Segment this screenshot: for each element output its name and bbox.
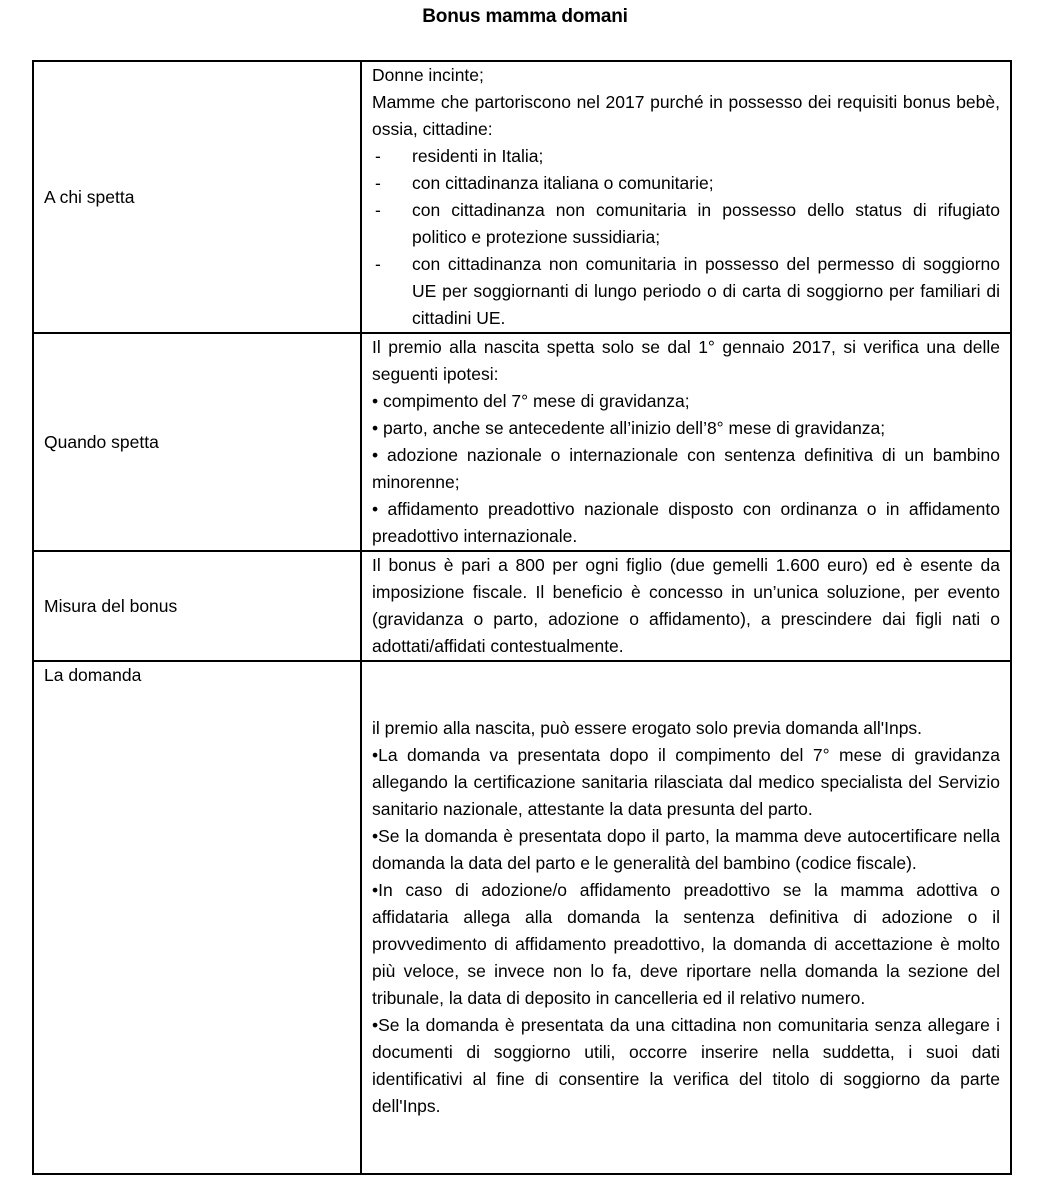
paragraph: Donne incinte;	[372, 65, 484, 85]
paragraph: • compimento del 7° mese di gravidanza;	[372, 391, 690, 411]
table-row-quando-spetta	[33, 333, 1011, 551]
paragraph: Il premio alla nascita spetta solo se dal 1° gennaio 2017, si verifica una delle seguenti ipotesi:	[372, 337, 1000, 384]
row-content	[361, 333, 1011, 551]
row-content	[361, 661, 1011, 1174]
table-row-la-domanda	[33, 661, 1011, 1174]
paragraph: •Se la domanda è presentata dopo il parto, la mamma deve autocertificare nella domanda la data del parto e le generalità del bambino (codice fiscale).	[372, 826, 1000, 873]
paragraph: il premio alla nascita, può essere erogato solo previa domanda all'Inps.	[372, 718, 923, 738]
paragraph: • adozione nazionale o internazionale con sentenza definitiva di un bambino minorenne;	[372, 445, 1000, 492]
document-title: Bonus mamma domani	[422, 6, 628, 27]
paragraph: •La domanda va presentata dopo il compimento del 7° mese di gravidanza allegando la certificazione sanitaria rilasciata dal medico specialista del Servizio sanitario nazionale, attestante la data presunta del parto.	[372, 745, 1000, 819]
row-label: A chi spetta	[33, 61, 361, 333]
dash-bullet-icon: -	[375, 200, 381, 220]
paragraph: Il bonus è pari a 800 per ogni figlio (due gemelli 1.600 euro) ed è esente da imposizione fiscale. Il beneficio è concesso in un’unica soluzione, per evento (gravidanza o parto, adozione o affidamento), a prescindere dai figli nati o adottati/affidati contestualmente.	[372, 555, 1000, 656]
row-label: Misura del bonus	[33, 551, 361, 661]
list-item: - con cittadinanza italiana o comunitarie;	[372, 170, 1000, 197]
table-row-misura-del-bonus	[33, 551, 1011, 661]
list-item: - con cittadinanza non comunitaria in possesso dello status di rifugiato politico e protezione sussidiaria;	[372, 197, 1000, 251]
table-row-a-chi-spetta	[33, 61, 1011, 333]
dash-bullet-icon: -	[375, 146, 381, 166]
paragraph: Mamme che partoriscono nel 2017 purché in possesso dei requisiti bonus bebè, ossia, cittadine:	[372, 92, 1000, 139]
paragraph: • affidamento preadottivo nazionale disposto con ordinanza o in affidamento preadottivo internazionale.	[372, 499, 1000, 546]
paragraph: • parto, anche se antecedente all’inizio dell’8° mese di gravidanza;	[372, 418, 886, 438]
info-table	[32, 60, 1012, 1175]
dash-bullet-icon: -	[375, 254, 381, 274]
row-content	[361, 61, 1011, 333]
paragraph: •In caso di adozione/o affidamento preadottivo se la mamma adottiva o affidataria allega alla domanda la sentenza definitiva di adozione o il provvedimento di affidamento preadottivo, la domanda di accettazione è molto più veloce, se invece non lo fa, deve riportare nella domanda la sezione del tribunale, la data di deposito in cancelleria ed il relativo numero.	[372, 880, 1000, 1008]
list-item: - residenti in Italia;	[372, 143, 1000, 170]
dash-bullet-icon: -	[375, 173, 381, 193]
paragraph: •Se la domanda è presentata da una cittadina non comunitaria senza allegare i documenti di soggiorno utili, occorre inserire nella suddetta, i suoi dati identificativi al fine di consentire la verifica del titolo di soggiorno da parte dell'Inps.	[372, 1015, 1000, 1116]
row-label: La domanda	[33, 661, 361, 1174]
row-label: Quando spetta	[33, 333, 361, 551]
row-content	[361, 551, 1011, 661]
list-item: - con cittadinanza non comunitaria in possesso del permesso di soggiorno UE per soggiornanti di lungo periodo o di carta di soggiorno per familiari di cittadini UE.	[372, 251, 1000, 332]
